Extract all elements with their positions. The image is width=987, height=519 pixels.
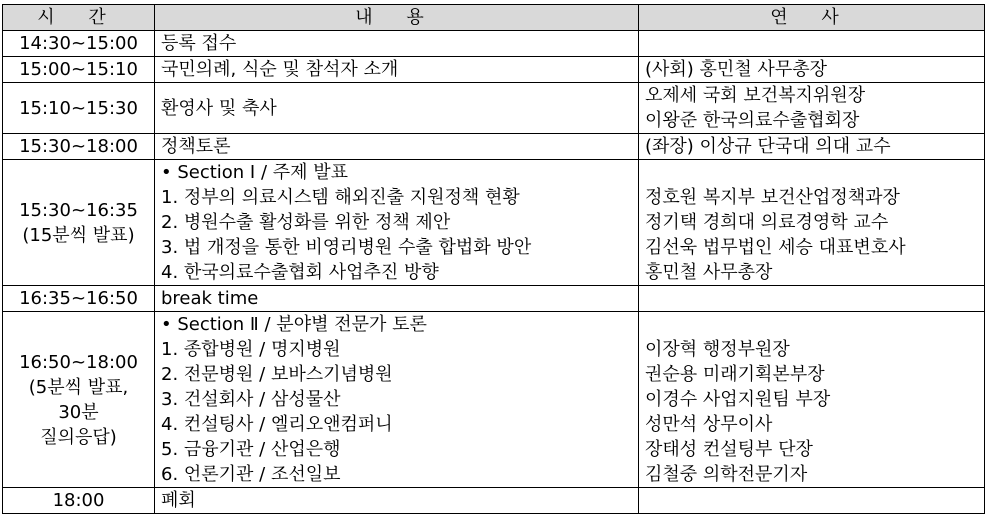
time-line: 16:35~16:50	[19, 288, 138, 309]
time-line: (15분씩 발표)	[22, 224, 135, 246]
content-line: 2. 전문병원 / 보바스기념병원	[161, 364, 393, 385]
content-cell	[155, 134, 639, 160]
speaker-line	[645, 312, 984, 337]
time-line: 18:00	[52, 490, 105, 511]
time-line: 15:00~15:10	[19, 59, 138, 80]
time-cell	[3, 134, 155, 160]
content-line: 폐회	[161, 490, 196, 511]
content-line: 등록 접수	[161, 33, 237, 54]
speaker-cell	[639, 134, 985, 160]
content-line: 3. 법 개정을 통한 비영리병원 수출 합법화 방안	[161, 237, 532, 258]
time-line: 16:50~18:00	[19, 351, 138, 373]
time-header: 시 간	[3, 5, 155, 31]
content-line: 2. 병원수출 활성화를 위한 정책 제안	[161, 212, 451, 233]
content-line: 6. 언론기관 / 조선일보	[161, 464, 341, 485]
time-cell	[3, 286, 155, 312]
table-row	[3, 488, 985, 514]
table-row	[3, 286, 985, 312]
speaker-line: 권순용 미래기획본부장	[645, 364, 825, 385]
speaker-line: 김선욱 법무법인 세승 대표변호사	[645, 237, 906, 258]
content-line: break time	[161, 288, 259, 309]
time-line: 15:30~18:00	[19, 136, 138, 157]
table-row	[3, 31, 985, 57]
content-header: 내 용	[155, 5, 639, 31]
content-cell	[155, 488, 639, 514]
speaker-line: 오제세 국회 보건복지위원장	[645, 85, 866, 106]
time-line: 30분	[58, 401, 99, 423]
content-cell	[155, 286, 639, 312]
speaker-cell	[639, 488, 985, 514]
time-cell	[3, 488, 155, 514]
program-schedule-table	[2, 4, 985, 514]
speaker-line: (사회) 홍민철 사무총장	[645, 59, 827, 80]
content-line: 국민의례, 식순 및 참석자 소개	[161, 59, 399, 80]
speaker-line: 이왕준 한국의료수출협회장	[645, 110, 860, 131]
content-line: 3. 건설회사 / 삼성물산	[161, 389, 341, 410]
content-line: 정책토론	[161, 136, 231, 157]
speaker-line: 정호원 복지부 보건산업정책과장	[645, 187, 900, 208]
content-cell	[155, 83, 639, 134]
time-cell	[3, 31, 155, 57]
speaker-line: 장태성 컨설팅부 단장	[645, 439, 813, 460]
speaker-cell	[639, 83, 985, 134]
time-line: 14:30~15:00	[19, 33, 138, 54]
section-title: • Section Ⅱ / 분야별 전문가 토론	[161, 314, 427, 335]
time-line: 15:10~15:30	[19, 97, 138, 119]
content-line: 5. 금융기관 / 산업은행	[161, 439, 341, 460]
table-row	[3, 160, 985, 286]
content-cell	[155, 31, 639, 57]
speaker-line: 성만석 상무이사	[645, 414, 773, 435]
speaker-cell	[639, 312, 985, 488]
content-cell	[155, 312, 639, 488]
speaker-line: 홍민철 사무총장	[645, 262, 773, 283]
table-row	[3, 83, 985, 134]
content-line: 4. 한국의료수출협회 사업추진 방향	[161, 262, 439, 283]
speaker-cell	[639, 57, 985, 83]
speaker-cell	[639, 160, 985, 286]
content-line: 4. 컨설팅사 / 엘리오앤컴퍼니	[161, 414, 393, 435]
content-line: 환영사 및 축사	[161, 97, 277, 119]
time-line: 질의응답)	[40, 426, 117, 448]
time-cell	[3, 83, 155, 134]
time-line: (5분씩 발표,	[28, 376, 129, 398]
content-line: 1. 종합병원 / 명지병원	[161, 339, 341, 360]
speaker-cell	[639, 286, 985, 312]
content-cell	[155, 57, 639, 83]
speaker-cell	[639, 31, 985, 57]
speaker-line	[645, 160, 984, 185]
speaker-line: (좌장) 이상규 단국대 의대 교수	[645, 136, 891, 157]
speaker-line: 정기택 경희대 의료경영학 교수	[645, 212, 889, 233]
table-row	[3, 57, 985, 83]
content-line: 1. 정부의 의료시스템 해외진출 지원정책 현황	[161, 187, 520, 208]
time-cell	[3, 160, 155, 286]
table-row	[3, 312, 985, 488]
speaker-line: 이경수 사업지원팀 부장	[645, 389, 831, 410]
time-cell	[3, 312, 155, 488]
time-cell	[3, 57, 155, 83]
table-row	[3, 134, 985, 160]
section-title: • Section Ⅰ / 주제 발표	[161, 162, 349, 183]
speaker-header: 연 사	[639, 5, 985, 31]
content-cell	[155, 160, 639, 286]
speaker-line: 김철중 의학전문기자	[645, 464, 808, 485]
header-row	[3, 5, 985, 31]
speaker-line: 이장혁 행정부원장	[645, 339, 790, 360]
time-line: 15:30~16:35	[19, 199, 138, 221]
